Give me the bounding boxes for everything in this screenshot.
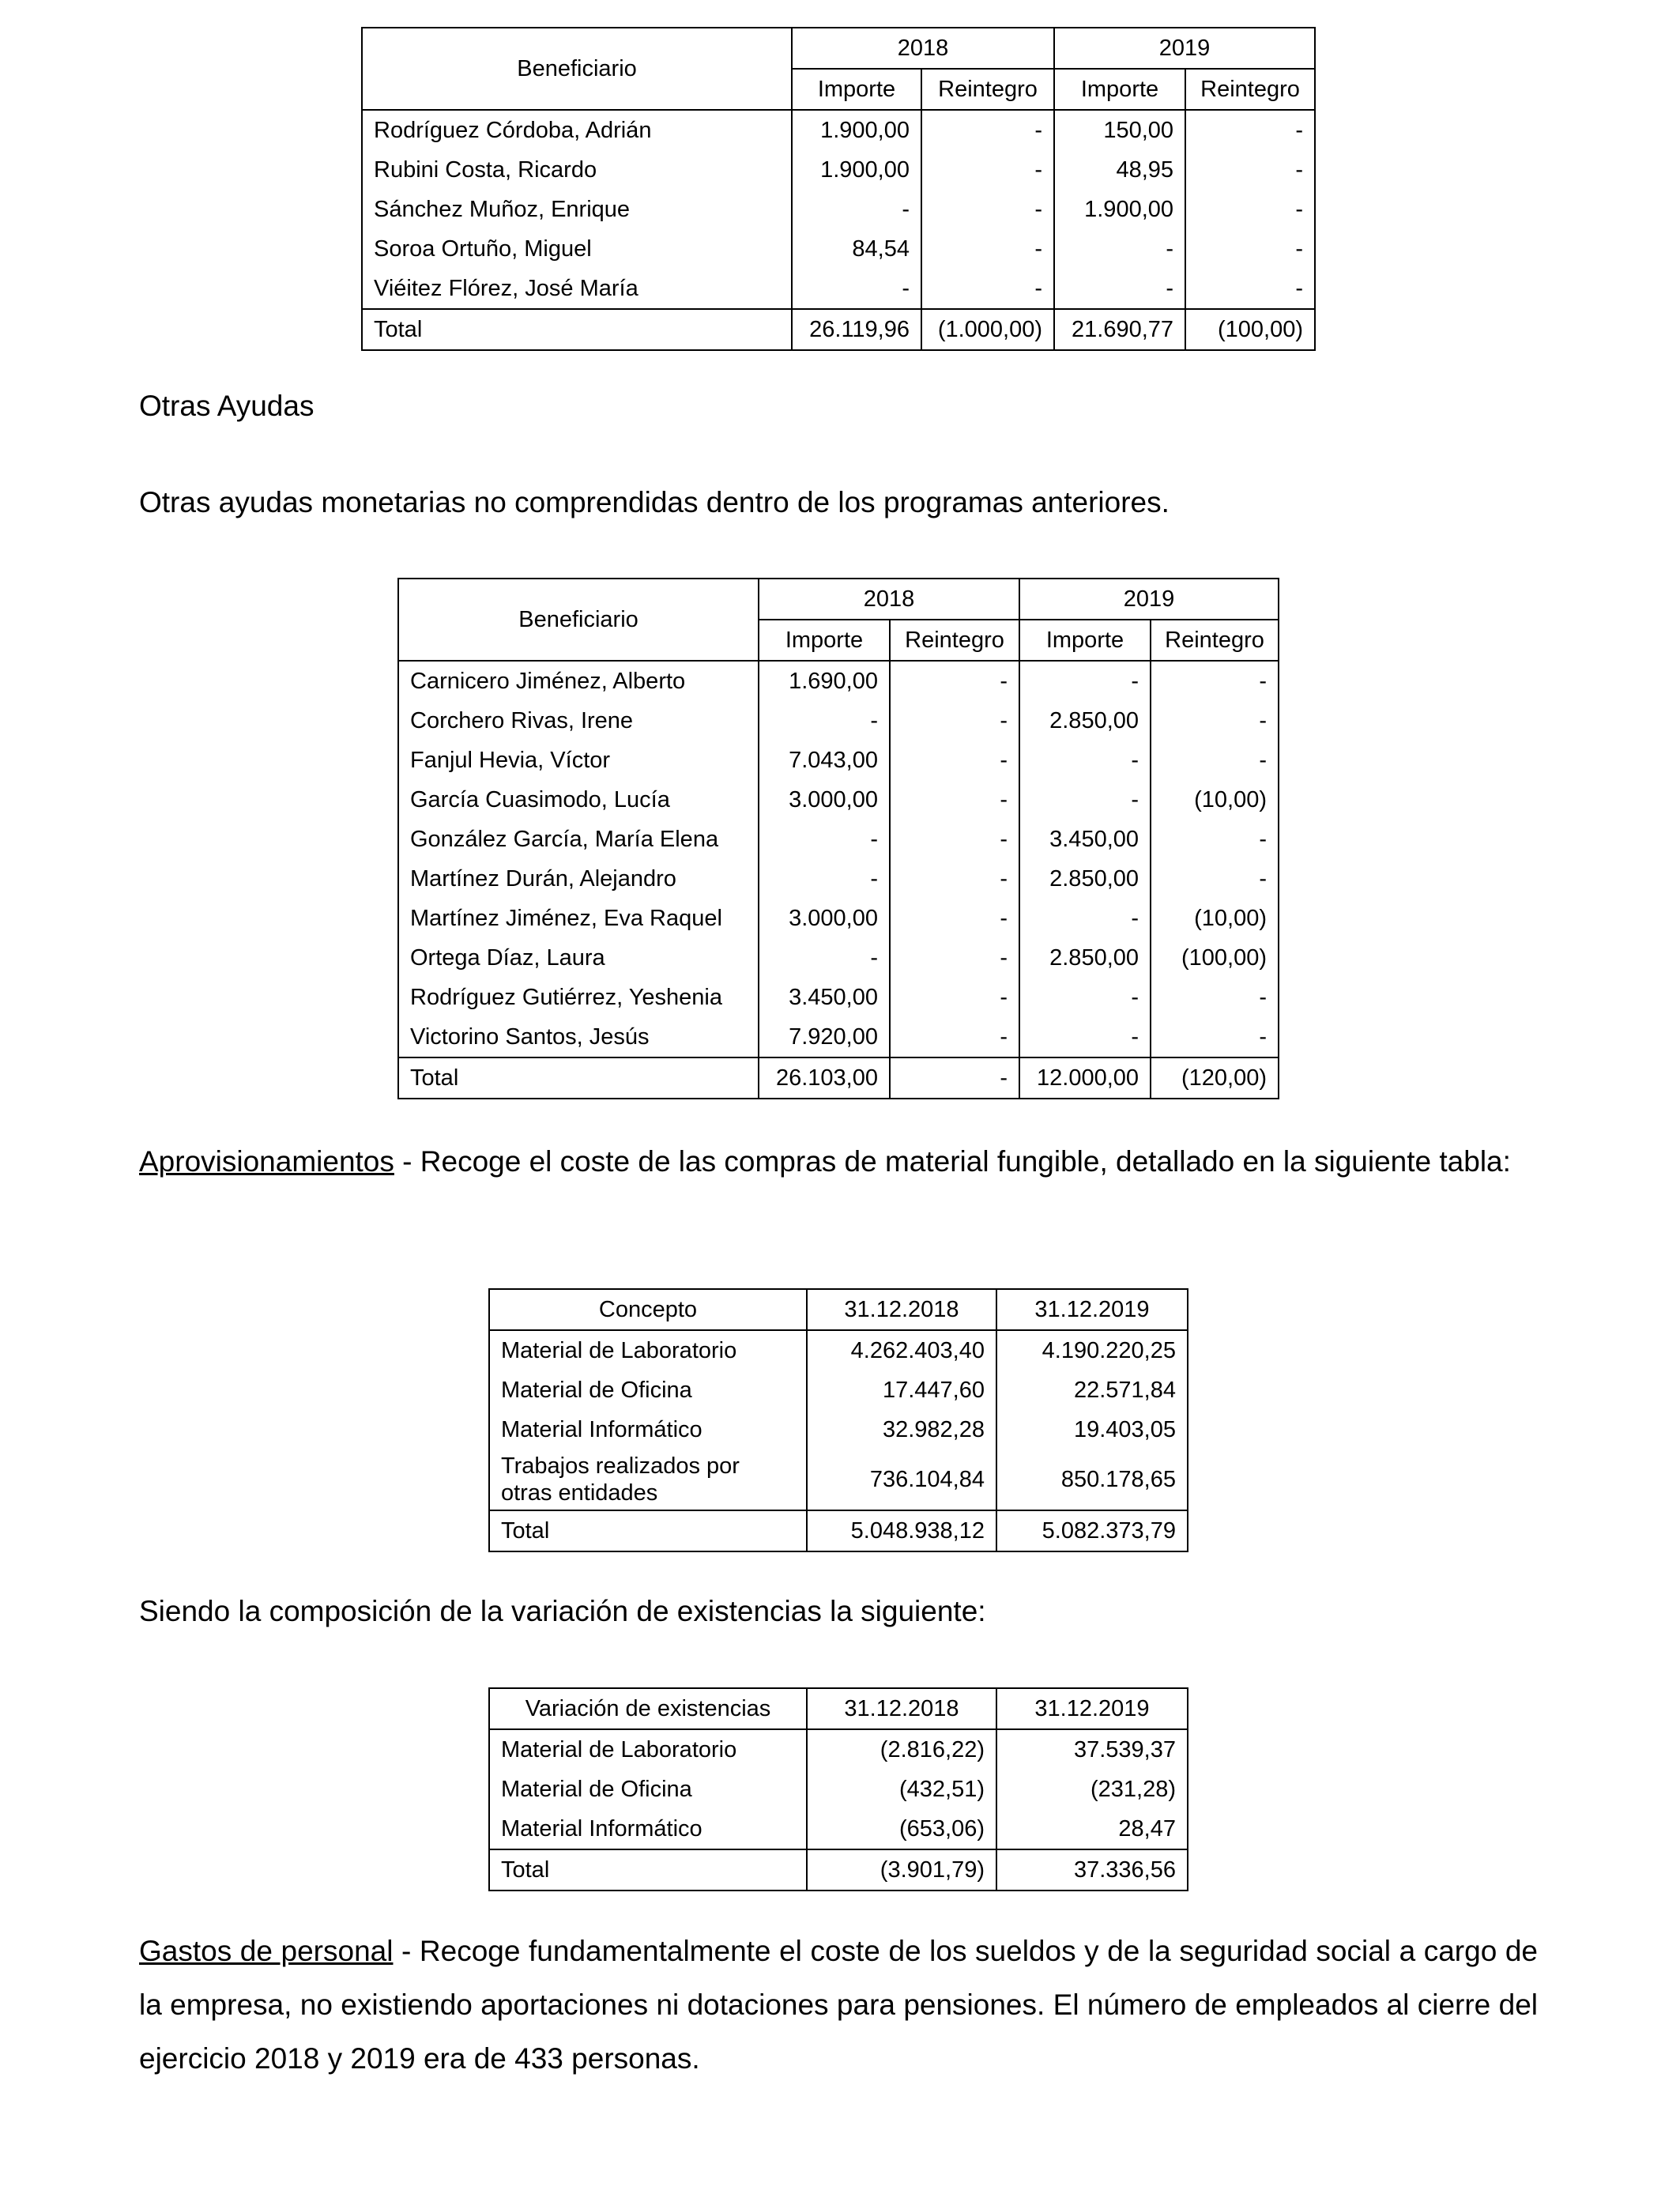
reintegro-2018-cell: - — [921, 110, 1054, 150]
table-row — [489, 1330, 1188, 1370]
column-header-variacion: Variación de existencias — [489, 1688, 807, 1729]
value-2018-cell: 736.104,84 — [807, 1449, 996, 1510]
aprovisionamientos-table — [488, 1288, 1188, 1552]
aprovisionamientos-paragraph — [139, 1135, 1538, 1189]
total-cell: 26.103,00 — [759, 1057, 890, 1099]
table-row — [398, 820, 1279, 859]
importe-2019-cell: - — [1019, 780, 1151, 820]
table-header-row — [489, 1688, 1188, 1729]
importe-2019-cell: - — [1019, 661, 1151, 701]
gastos-personal-paragraph — [139, 1924, 1538, 2086]
reintegro-2018-cell: - — [890, 701, 1019, 741]
table-row — [398, 1017, 1279, 1057]
importe-2019-cell: 2.850,00 — [1019, 859, 1151, 899]
variacion-existencias-table — [488, 1687, 1188, 1891]
table-row — [489, 1729, 1188, 1770]
column-header-date: 31.12.2018 — [807, 1289, 996, 1330]
total-cell: (1.000,00) — [921, 309, 1054, 350]
section-heading-otras-ayudas: Otras Ayudas — [139, 390, 315, 422]
beneficiario-name: Viéitez Flórez, José María — [362, 269, 792, 309]
beneficiarios-table-1 — [361, 27, 1316, 351]
reintegro-2018-cell: - — [890, 741, 1019, 780]
importe-2018-cell: - — [759, 701, 890, 741]
column-header-date: 31.12.2019 — [996, 1289, 1188, 1330]
reintegro-2019-cell: - — [1185, 190, 1315, 229]
concepto-cell: Material de Oficina — [489, 1770, 807, 1809]
importe-2019-cell: 2.850,00 — [1019, 938, 1151, 978]
value-2019-cell: 850.178,65 — [996, 1449, 1188, 1510]
total-cell: 5.082.373,79 — [996, 1510, 1188, 1551]
table-header-row — [362, 28, 1315, 69]
column-header-beneficiario: Beneficiario — [398, 579, 759, 661]
reintegro-2018-cell: - — [890, 899, 1019, 938]
table-row — [398, 899, 1279, 938]
beneficiario-name: Sánchez Muñoz, Enrique — [362, 190, 792, 229]
table-header-row — [489, 1289, 1188, 1330]
table-row — [398, 780, 1279, 820]
importe-2018-cell: 1.900,00 — [792, 110, 921, 150]
reintegro-2018-cell: - — [921, 190, 1054, 229]
total-label: Total — [489, 1510, 807, 1551]
reintegro-2018-cell: - — [921, 269, 1054, 309]
beneficiario-name: Ortega Díaz, Laura — [398, 938, 759, 978]
variacion-intro: Siendo la composición de la variación de existencias la siguiente: — [139, 1595, 986, 1627]
importe-2018-cell: - — [759, 938, 890, 978]
column-header-importe: Importe — [792, 69, 921, 110]
reintegro-2019-cell: - — [1151, 661, 1279, 701]
column-header-reintegro: Reintegro — [1151, 620, 1279, 661]
importe-2018-cell: 3.000,00 — [759, 899, 890, 938]
gastos-personal-title: Gastos de personal — [139, 1935, 394, 1967]
column-header-reintegro: Reintegro — [890, 620, 1019, 661]
table-row — [362, 190, 1315, 229]
importe-2018-cell: 1.690,00 — [759, 661, 890, 701]
otras-ayudas-description: Otras ayudas monetarias no comprendidas dentro de los programas anteriores. — [139, 486, 1170, 518]
column-header-year: 2019 — [1019, 579, 1279, 620]
beneficiario-name: González García, María Elena — [398, 820, 759, 859]
value-2019-cell: 37.539,37 — [996, 1729, 1188, 1770]
importe-2018-cell: 7.043,00 — [759, 741, 890, 780]
column-header-importe: Importe — [1019, 620, 1151, 661]
importe-2019-cell: 3.450,00 — [1019, 820, 1151, 859]
beneficiario-name: Rodríguez Córdoba, Adrián — [362, 110, 792, 150]
reintegro-2019-cell: - — [1185, 110, 1315, 150]
value-2019-cell: 22.571,84 — [996, 1370, 1188, 1410]
table-row — [362, 150, 1315, 190]
value-2019-cell: 4.190.220,25 — [996, 1330, 1188, 1370]
concepto-cell: Material de Oficina — [489, 1370, 807, 1410]
value-2018-cell: 17.447,60 — [807, 1370, 996, 1410]
total-row — [362, 309, 1315, 350]
table-row — [489, 1370, 1188, 1410]
total-label: Total — [362, 309, 792, 350]
total-cell: - — [890, 1057, 1019, 1099]
importe-2019-cell: - — [1054, 269, 1185, 309]
reintegro-2018-cell: - — [890, 820, 1019, 859]
column-header-importe: Importe — [1054, 69, 1185, 110]
total-row — [398, 1057, 1279, 1099]
beneficiario-name: Rodríguez Gutiérrez, Yeshenia — [398, 978, 759, 1017]
importe-2018-cell: - — [759, 820, 890, 859]
table-row — [398, 938, 1279, 978]
table-row — [398, 661, 1279, 701]
importe-2018-cell: 7.920,00 — [759, 1017, 890, 1057]
column-header-year: 2019 — [1054, 28, 1315, 69]
table-row — [489, 1449, 1188, 1510]
total-cell: 5.048.938,12 — [807, 1510, 996, 1551]
total-cell: 12.000,00 — [1019, 1057, 1151, 1099]
reintegro-2018-cell: - — [890, 859, 1019, 899]
importe-2019-cell: - — [1054, 229, 1185, 269]
table-row — [398, 701, 1279, 741]
importe-2019-cell: 48,95 — [1054, 150, 1185, 190]
aprovisionamientos-title: Aprovisionamientos — [139, 1145, 394, 1178]
concepto-cell: Trabajos realizados por otras entidades — [489, 1449, 807, 1510]
importe-2019-cell: - — [1019, 741, 1151, 780]
column-header-reintegro: Reintegro — [1185, 69, 1315, 110]
table-row — [362, 110, 1315, 150]
value-2018-cell: 4.262.403,40 — [807, 1330, 996, 1370]
table-row — [489, 1770, 1188, 1809]
table-row — [398, 741, 1279, 780]
table-row — [362, 229, 1315, 269]
reintegro-2019-cell: (10,00) — [1151, 780, 1279, 820]
importe-2018-cell: 84,54 — [792, 229, 921, 269]
importe-2018-cell: 3.000,00 — [759, 780, 890, 820]
value-2019-cell: 28,47 — [996, 1809, 1188, 1849]
table-row — [489, 1410, 1188, 1449]
gastos-personal-text: - Recoge fundamentalmente el coste de los sueldos y de la seguridad social a cargo de la empresa, no existiendo aportaciones ni dotaciones para pensiones. El número de empleados al cierre del ejercicio 2018 y 2019 era de 433 personas. — [139, 1935, 1539, 2075]
reintegro-2019-cell: - — [1151, 1017, 1279, 1057]
beneficiario-name: Corchero Rivas, Irene — [398, 701, 759, 741]
value-2018-cell: (432,51) — [807, 1770, 996, 1809]
total-cell: 37.336,56 — [996, 1849, 1188, 1891]
total-cell: (120,00) — [1151, 1057, 1279, 1099]
importe-2019-cell: 150,00 — [1054, 110, 1185, 150]
table-header-row — [398, 579, 1279, 620]
total-cell: 21.690,77 — [1054, 309, 1185, 350]
value-2018-cell: (2.816,22) — [807, 1729, 996, 1770]
reintegro-2018-cell: - — [890, 661, 1019, 701]
concepto-cell: Material Informático — [489, 1410, 807, 1449]
importe-2018-cell: 3.450,00 — [759, 978, 890, 1017]
beneficiario-name: Rubini Costa, Ricardo — [362, 150, 792, 190]
beneficiario-name: Martínez Durán, Alejandro — [398, 859, 759, 899]
table-row — [398, 859, 1279, 899]
reintegro-2018-cell: - — [921, 150, 1054, 190]
reintegro-2019-cell: (10,00) — [1151, 899, 1279, 938]
aprovisionamientos-text: - Recoge el coste de las compras de material fungible, detallado en la siguiente tabla: — [394, 1145, 1511, 1178]
importe-2019-cell: - — [1019, 899, 1151, 938]
reintegro-2019-cell: - — [1151, 820, 1279, 859]
column-header-concepto: Concepto — [489, 1289, 807, 1330]
column-header-date: 31.12.2018 — [807, 1688, 996, 1729]
concepto-cell: Material Informático — [489, 1809, 807, 1849]
beneficiario-name: Soroa Ortuño, Miguel — [362, 229, 792, 269]
total-cell: (3.901,79) — [807, 1849, 996, 1891]
value-2019-cell: (231,28) — [996, 1770, 1188, 1809]
reintegro-2018-cell: - — [921, 229, 1054, 269]
beneficiario-name: García Cuasimodo, Lucía — [398, 780, 759, 820]
value-2018-cell: (653,06) — [807, 1809, 996, 1849]
reintegro-2019-cell: - — [1151, 741, 1279, 780]
beneficiario-name: Carnicero Jiménez, Alberto — [398, 661, 759, 701]
beneficiarios-table-2 — [397, 578, 1279, 1099]
total-label: Total — [489, 1849, 807, 1891]
reintegro-2019-cell: - — [1151, 859, 1279, 899]
importe-2018-cell: - — [792, 269, 921, 309]
reintegro-2019-cell: - — [1185, 229, 1315, 269]
beneficiario-name: Victorino Santos, Jesús — [398, 1017, 759, 1057]
importe-2019-cell: - — [1019, 978, 1151, 1017]
importe-2018-cell: 1.900,00 — [792, 150, 921, 190]
beneficiario-name: Martínez Jiménez, Eva Raquel — [398, 899, 759, 938]
reintegro-2019-cell: - — [1185, 150, 1315, 190]
importe-2018-cell: - — [759, 859, 890, 899]
reintegro-2018-cell: - — [890, 780, 1019, 820]
beneficiario-name: Fanjul Hevia, Víctor — [398, 741, 759, 780]
column-header-reintegro: Reintegro — [921, 69, 1054, 110]
total-row — [489, 1849, 1188, 1891]
total-cell: 26.119,96 — [792, 309, 921, 350]
table-row — [489, 1809, 1188, 1849]
importe-2019-cell: 1.900,00 — [1054, 190, 1185, 229]
value-2019-cell: 19.403,05 — [996, 1410, 1188, 1449]
total-label: Total — [398, 1057, 759, 1099]
reintegro-2019-cell: - — [1151, 701, 1279, 741]
reintegro-2019-cell: - — [1185, 269, 1315, 309]
reintegro-2018-cell: - — [890, 1017, 1019, 1057]
importe-2019-cell: - — [1019, 1017, 1151, 1057]
value-2018-cell: 32.982,28 — [807, 1410, 996, 1449]
column-header-date: 31.12.2019 — [996, 1688, 1188, 1729]
column-header-year: 2018 — [759, 579, 1019, 620]
column-header-beneficiario: Beneficiario — [362, 28, 792, 110]
concepto-cell: Material de Laboratorio — [489, 1330, 807, 1370]
reintegro-2019-cell: (100,00) — [1151, 938, 1279, 978]
total-cell: (100,00) — [1185, 309, 1315, 350]
column-header-importe: Importe — [759, 620, 890, 661]
table-row — [362, 269, 1315, 309]
concepto-cell: Material de Laboratorio — [489, 1729, 807, 1770]
table-row — [398, 978, 1279, 1017]
total-row — [489, 1510, 1188, 1551]
reintegro-2018-cell: - — [890, 978, 1019, 1017]
column-header-year: 2018 — [792, 28, 1054, 69]
importe-2018-cell: - — [792, 190, 921, 229]
reintegro-2019-cell: - — [1151, 978, 1279, 1017]
reintegro-2018-cell: - — [890, 938, 1019, 978]
importe-2019-cell: 2.850,00 — [1019, 701, 1151, 741]
